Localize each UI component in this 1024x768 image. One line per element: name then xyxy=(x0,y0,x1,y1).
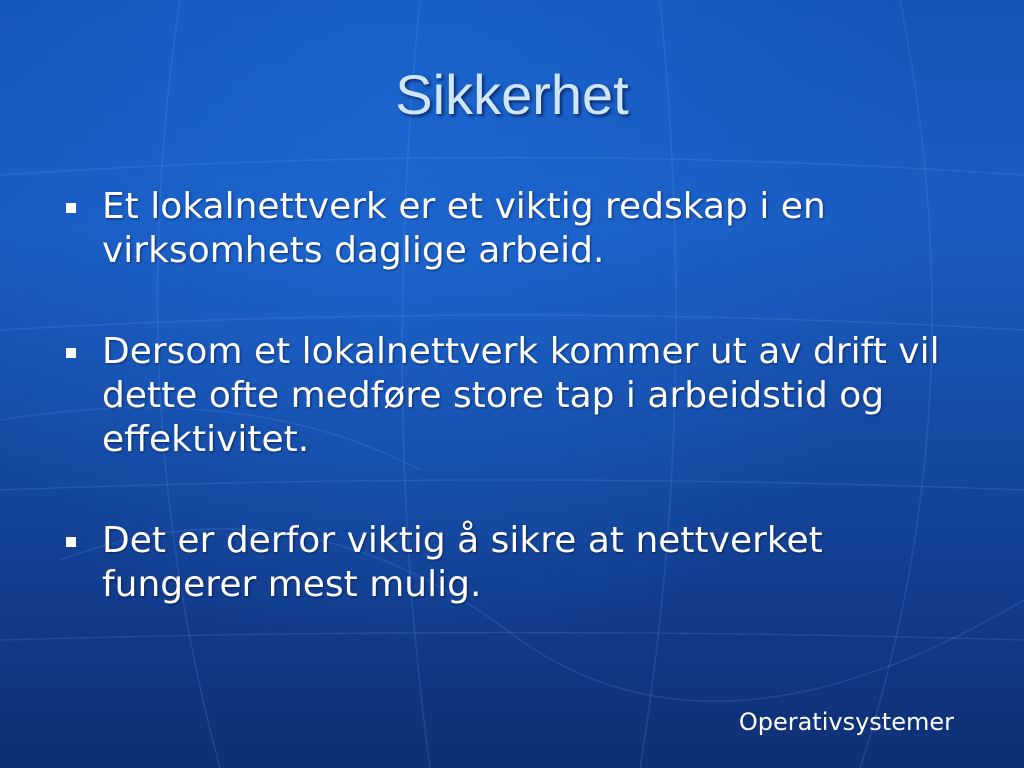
bullet-item xyxy=(60,185,960,273)
bullet-text: Et lokalnettverk er et viktig redskap i en virksomhets daglige arbeid. xyxy=(102,186,826,271)
footer-text: Operativsystemer xyxy=(738,708,954,736)
square-bullet-icon xyxy=(66,203,76,213)
square-bullet-icon xyxy=(66,537,76,547)
bullet-item xyxy=(60,330,960,462)
slide-title: Sikkerhet xyxy=(395,63,629,126)
square-bullet-icon xyxy=(66,348,76,358)
bullet-text: Det er derfor viktig å sikre at nettverket fungerer mest mulig. xyxy=(102,520,823,605)
bullet-text: Dersom et lokalnettverk kommer ut av drift vil dette ofte medføre store tap i arbeidstid og effektivitet. xyxy=(102,331,940,460)
bullet-list xyxy=(60,185,960,607)
bullet-item xyxy=(60,519,960,607)
